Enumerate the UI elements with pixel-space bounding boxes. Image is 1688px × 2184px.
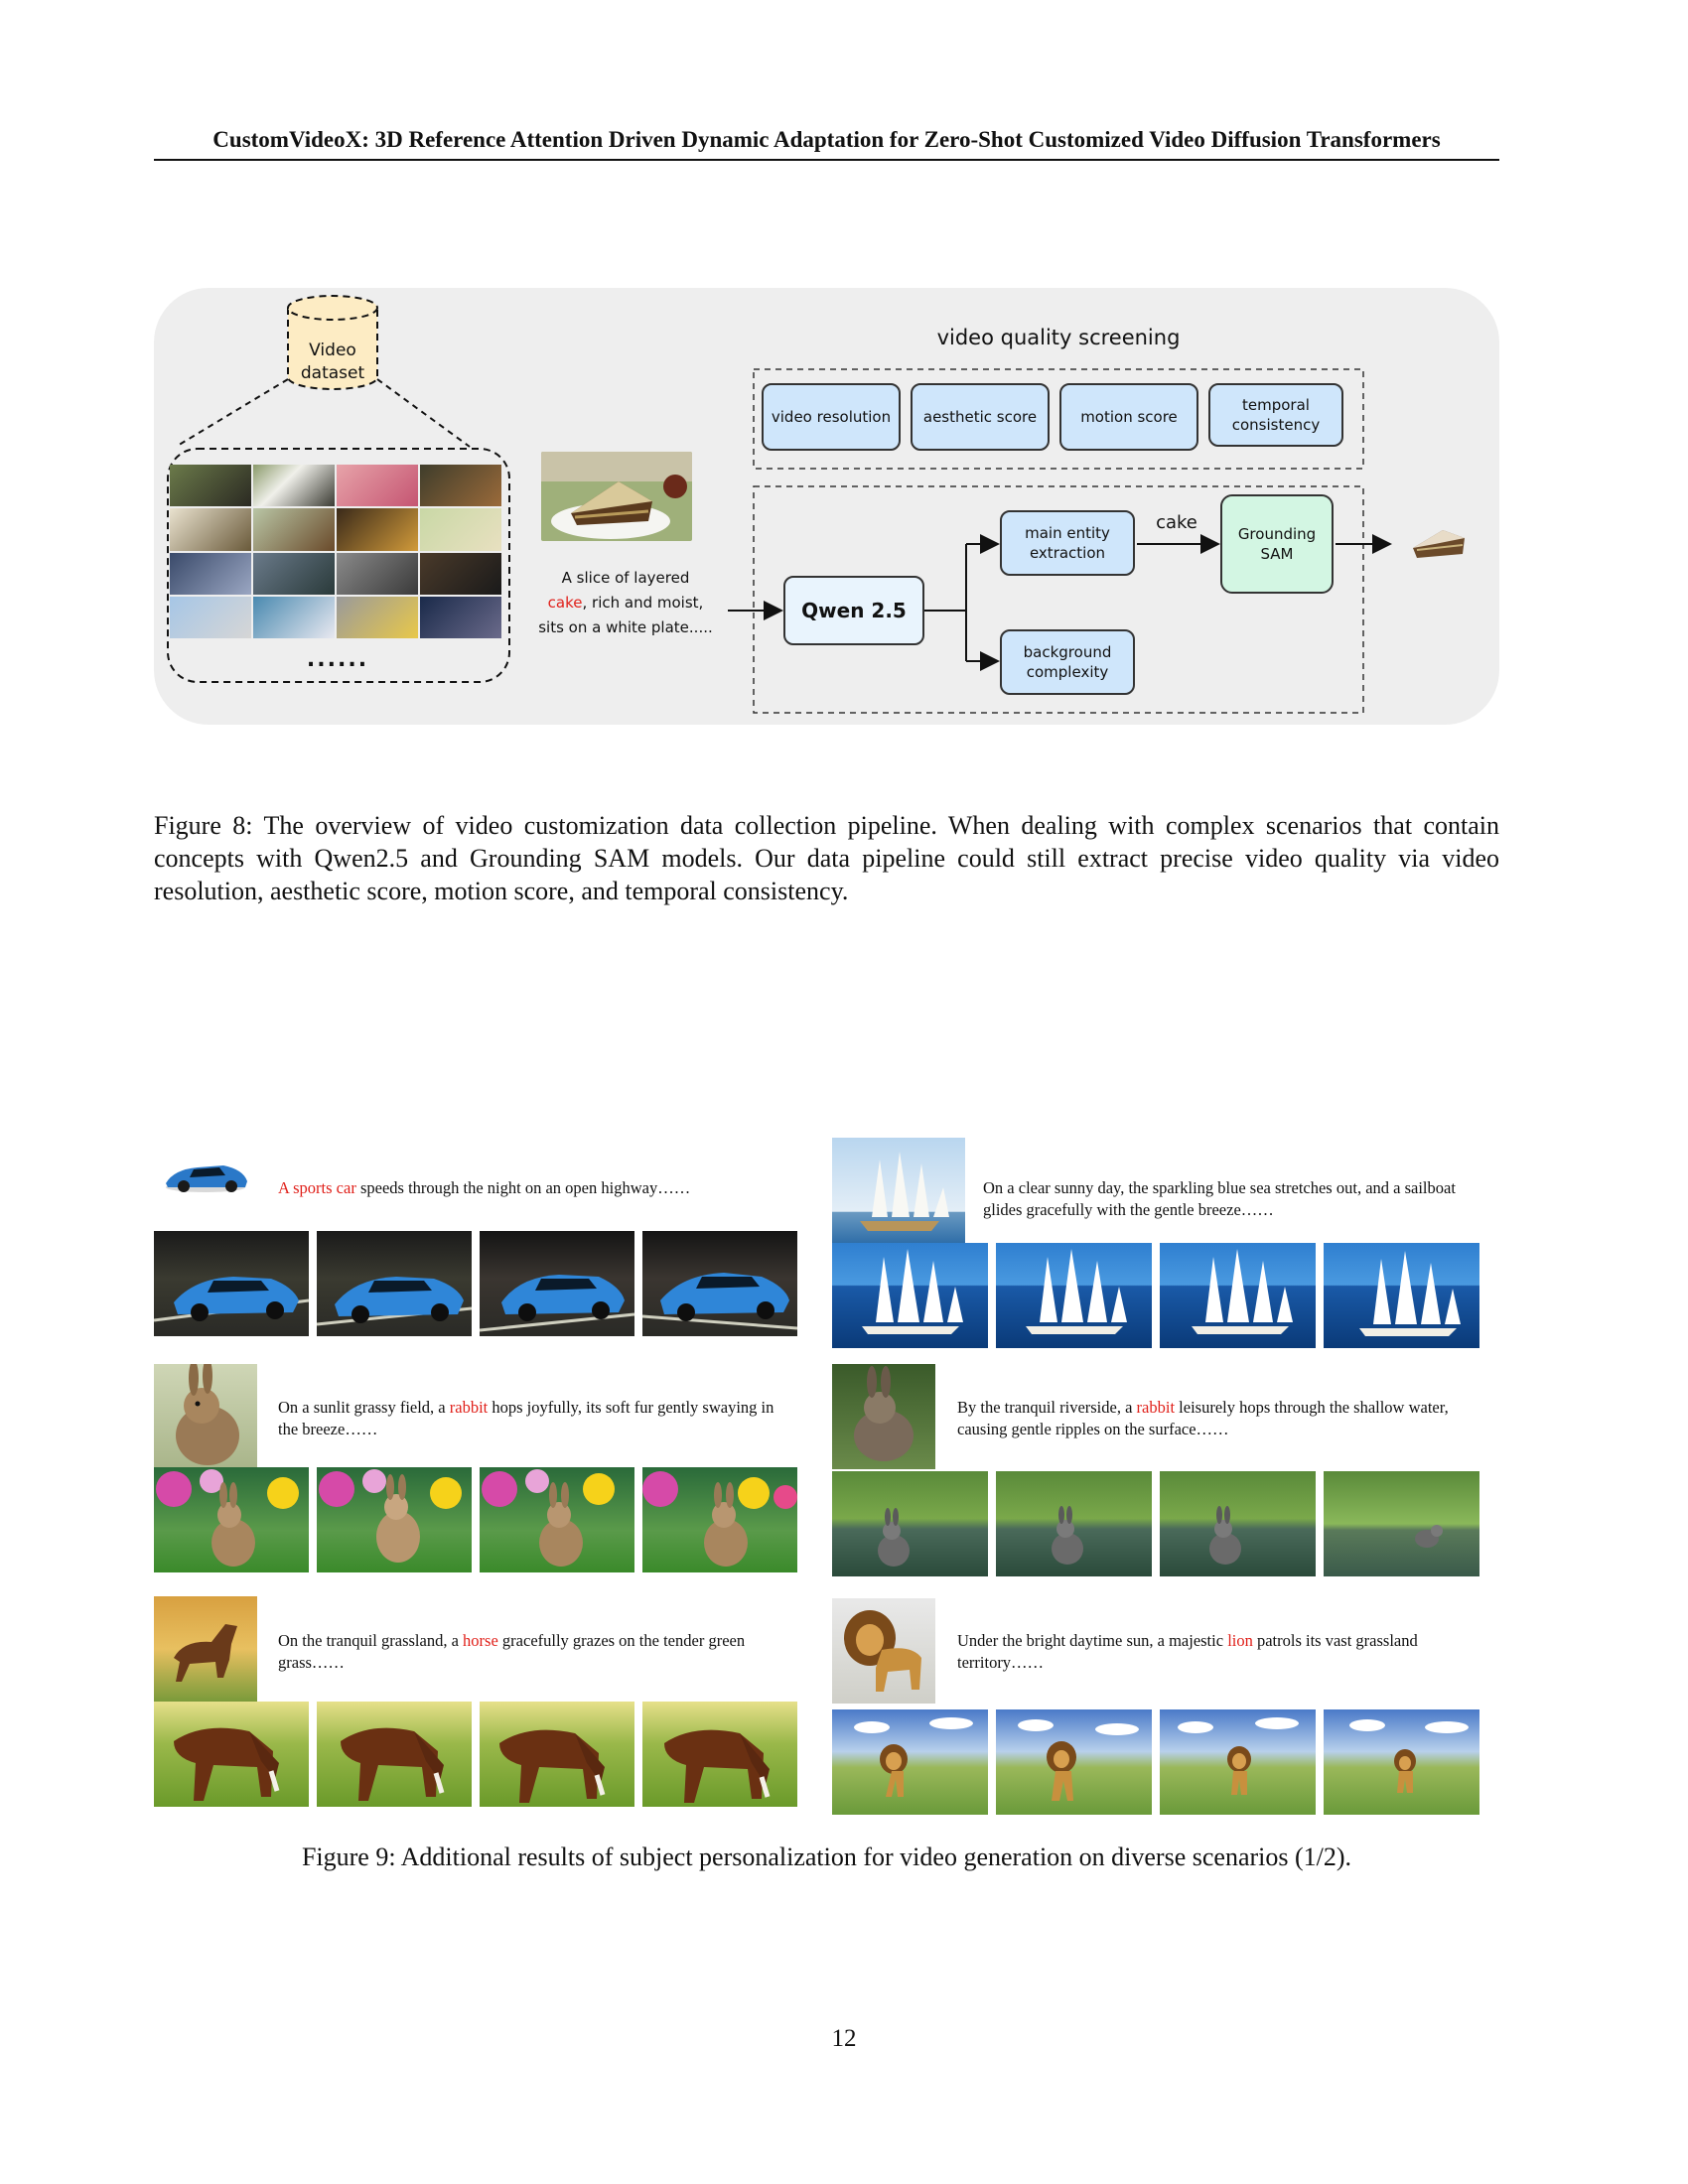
- frame-thumbnail: [170, 465, 251, 506]
- video-frame: [317, 1467, 472, 1572]
- caption-line1: A slice of layered: [561, 569, 690, 587]
- frame-thumbnail: [253, 465, 335, 506]
- page-number: 12: [831, 2025, 857, 2052]
- video-frame: [317, 1231, 472, 1336]
- prompt-after: gracefully grazes on the tender green grass……: [278, 1631, 746, 1672]
- generated-frames-lion: [832, 1709, 1479, 1815]
- prompt-subject: A sports car: [278, 1178, 356, 1197]
- frame-thumbnail: [170, 597, 251, 638]
- example-prompt-sports-car: [278, 1177, 784, 1199]
- caption-line3: sits on a white plate.....: [538, 618, 713, 636]
- prompt-after: leisurely hops through the shallow water, causing gentle ripples on the surface……: [957, 1398, 1449, 1438]
- reference-image-sailboat: [832, 1138, 965, 1243]
- video-frame: [642, 1467, 797, 1572]
- generated-frames-sports-car: [154, 1231, 797, 1336]
- prompt-before: On a sunlit grassy field, a: [278, 1398, 450, 1417]
- video-caption-text: [531, 566, 720, 640]
- video-frame: [154, 1467, 309, 1572]
- video-frame: [1160, 1709, 1316, 1815]
- prompt-before: Under the bright daytime sun, a majestic: [957, 1631, 1228, 1650]
- reference-image-rabbit-riverside: [832, 1364, 935, 1469]
- video-frame: [996, 1243, 1152, 1348]
- quality-box-video-resolution: video resolution: [762, 383, 901, 451]
- prompt-subject: rabbit: [1136, 1398, 1176, 1417]
- video-frame: [1324, 1471, 1479, 1576]
- video-frame: [317, 1702, 472, 1807]
- generated-frames-rabbit-field: [154, 1467, 797, 1572]
- figure-9-caption: Figure 9: Additional results of subject personalization for video generation on diverse scenarios (1/2).: [301, 1843, 1352, 1871]
- caption-line2: [531, 591, 720, 615]
- video-frame: [832, 1709, 988, 1815]
- dataset-ellipsis: ......: [306, 647, 369, 672]
- video-frame: [1160, 1471, 1316, 1576]
- reference-image-horse: [154, 1596, 257, 1702]
- frame-thumbnail: [170, 508, 251, 550]
- example-prompt-sailboat: [983, 1177, 1484, 1221]
- dataset-frames-grid: [170, 465, 501, 638]
- frame-thumbnail: [253, 508, 335, 550]
- prompt-before: By the tranquil riverside, a: [957, 1398, 1137, 1417]
- example-prompt-rabbit-field: [278, 1397, 784, 1440]
- dataset-label-line1: Video: [309, 341, 356, 360]
- prompt-before: On the tranquil grassland, a: [278, 1631, 464, 1650]
- background-complexity-box: background complexity: [1000, 629, 1135, 695]
- video-frame: [154, 1231, 309, 1336]
- video-frame: [480, 1467, 634, 1572]
- video-frame: [996, 1471, 1152, 1576]
- video-frame: [1324, 1243, 1479, 1348]
- prompt-after: hops joyfully, its soft fur gently swaying in the breeze……: [278, 1398, 774, 1438]
- frame-thumbnail: [420, 465, 501, 506]
- prompt-before: On a clear sunny day, the sparkling blue sea stretches out, and a sailboat glides gracefully with the gentle breeze……: [983, 1178, 1456, 1219]
- reference-image-rabbit: [154, 1364, 257, 1469]
- video-frame: [996, 1709, 1152, 1815]
- frame-thumbnail: [337, 508, 418, 550]
- video-frame: [154, 1702, 309, 1807]
- running-head: CustomVideoX: 3D Reference Attention Driven Dynamic Adaptation for Zero-Shot Customized Video Diffusion Transformers: [154, 127, 1499, 161]
- frame-thumbnail: [337, 553, 418, 595]
- frame-thumbnail: [253, 597, 335, 638]
- prompt-subject: lion: [1227, 1631, 1253, 1650]
- video-frame: [480, 1702, 634, 1807]
- frame-thumbnail: [420, 508, 501, 550]
- prompt-after: patrols its vast grassland territory……: [957, 1631, 1418, 1672]
- video-frame: [642, 1231, 797, 1336]
- quality-box-temporal-consistency: temporal consistency: [1208, 383, 1343, 447]
- grounding-sam-box: Grounding SAM: [1220, 494, 1334, 594]
- dataset-label: [291, 340, 374, 385]
- caption-line2-rest: , rich and moist,: [582, 594, 704, 612]
- video-frame: [832, 1243, 988, 1348]
- quality-box-motion-score: motion score: [1059, 383, 1198, 451]
- cake-image: [541, 452, 692, 541]
- reference-image-lion: [832, 1598, 935, 1704]
- video-frame: [832, 1471, 988, 1576]
- frame-thumbnail: [337, 597, 418, 638]
- prompt-subject: horse: [463, 1631, 498, 1650]
- video-frame: [1324, 1709, 1479, 1815]
- reference-image-sports-car: [154, 1140, 257, 1209]
- prompt-subject: rabbit: [449, 1398, 489, 1417]
- prompt-after: speeds through the night on an open highway……: [355, 1178, 691, 1197]
- figure-8-caption: Figure 8: The overview of video customization data collection pipeline. When dealing with complex scenarios that contain concepts with Qwen2.5 and Grounding SAM models. Our data pipeline could still extract precise video quality via video resolution, aesthetic score, motion score, and temporal consistency.: [154, 811, 1499, 905]
- video-frame: [642, 1702, 797, 1807]
- frame-thumbnail: [170, 553, 251, 595]
- quality-screening-title: video quality screening: [936, 326, 1181, 349]
- main-entity-extraction-box: main entity extraction: [1000, 510, 1135, 576]
- figure-8-pipeline: [154, 288, 1499, 725]
- frame-thumbnail: [253, 553, 335, 595]
- qwen-model-box: Qwen 2.5: [783, 576, 924, 645]
- generated-frames-rabbit-riverside: [832, 1471, 1479, 1576]
- entity-word-label: cake: [1156, 512, 1197, 533]
- video-frame: [480, 1231, 634, 1336]
- dataset-label-line2: dataset: [300, 363, 365, 383]
- generated-frames-sailboat: [832, 1243, 1479, 1348]
- quality-box-aesthetic-score: aesthetic score: [911, 383, 1050, 451]
- example-prompt-rabbit-riverside: [957, 1397, 1464, 1440]
- generated-frames-horse: [154, 1702, 797, 1807]
- frame-thumbnail: [337, 465, 418, 506]
- caption-subject: cake: [547, 594, 583, 612]
- segmented-cake-icon: [1413, 530, 1465, 558]
- frame-thumbnail: [420, 597, 501, 638]
- example-prompt-horse: [278, 1630, 784, 1674]
- video-frame: [1160, 1243, 1316, 1348]
- frame-thumbnail: [420, 553, 501, 595]
- example-prompt-lion: [957, 1630, 1464, 1674]
